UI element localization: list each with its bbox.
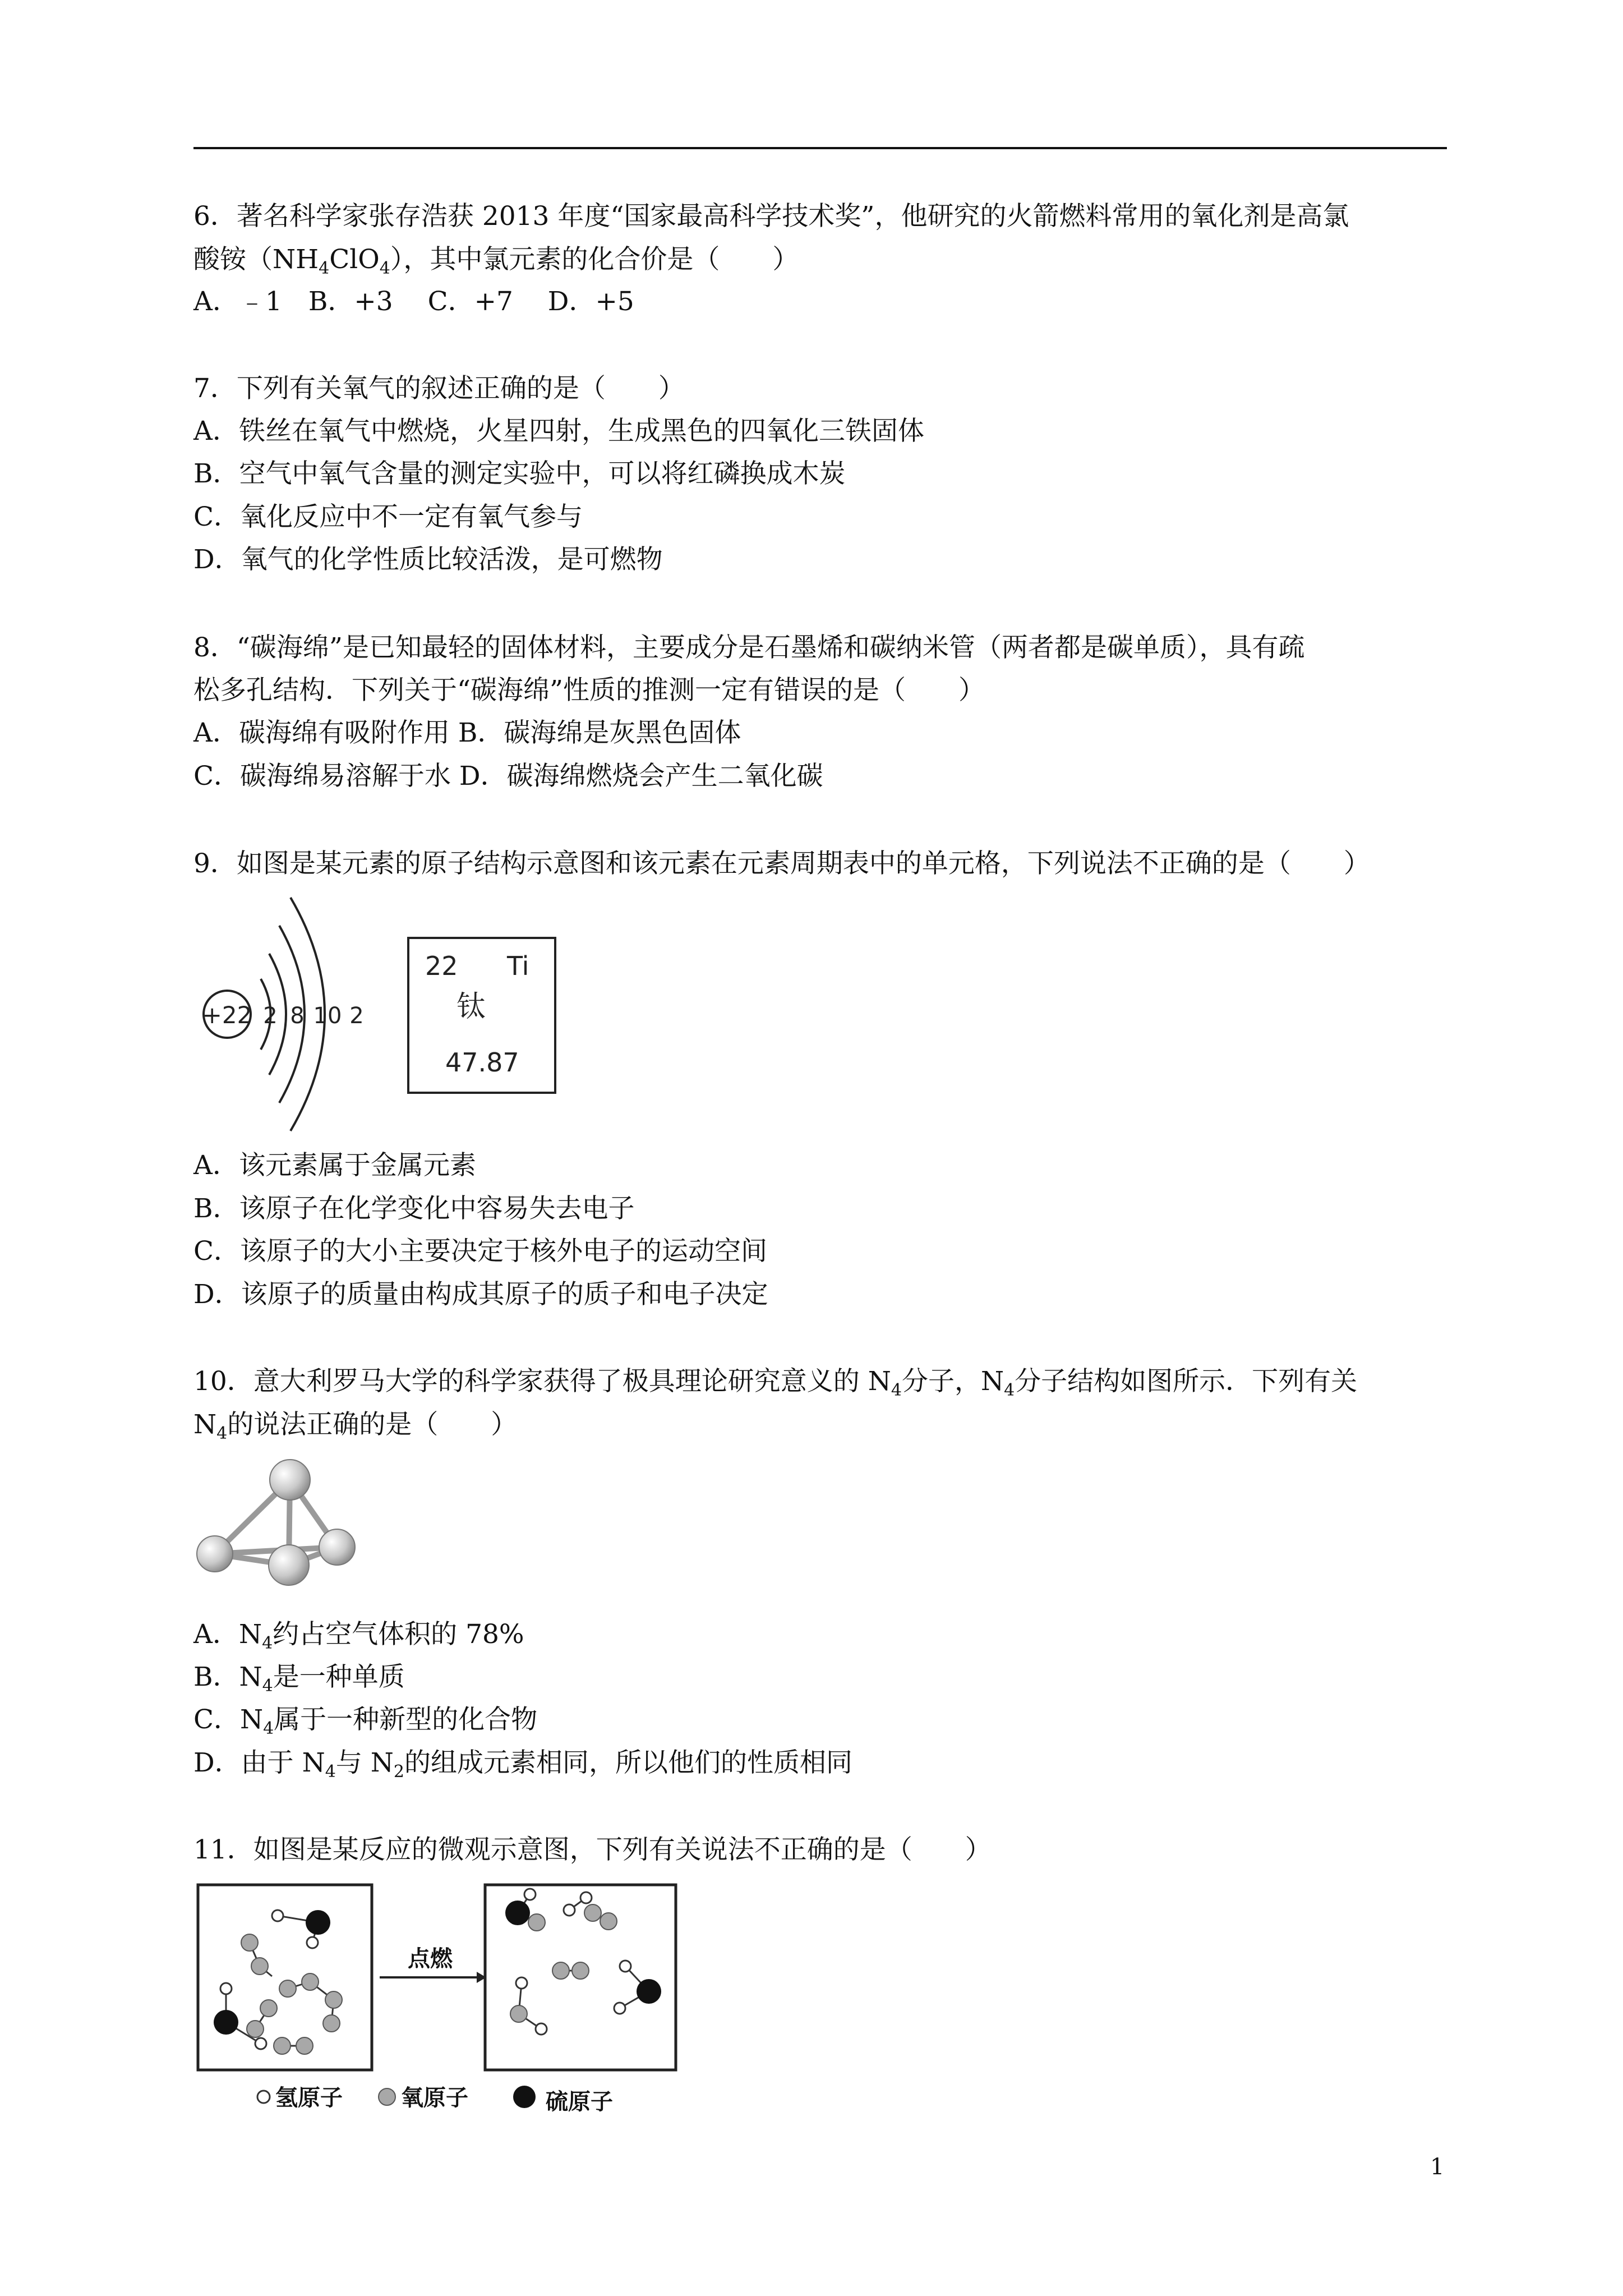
legend-oxygen: 氧原子 [401,2085,468,2111]
nitrogen-atom [270,1460,310,1500]
q7-stem: 7．下列有关氧气的叙述正确的是（ ） [193,373,685,404]
q11-stem: 11．如图是某反应的微观示意图，下列有关说法不正确的是（ ） [193,1834,992,1865]
q8-options-cd: C．碳海绵易溶解于水 D．碳海绵燃烧会产生二氧化碳 [193,761,823,792]
page-number: 1 [1430,2154,1445,2180]
atomic-number: 22 [425,951,458,981]
nitrogen-atom [269,1545,309,1585]
reaction-diagram [193,1882,687,2118]
shell-electron-count: 2 [349,1003,364,1029]
reaction-condition: 点燃 [408,1946,453,1972]
atom-structure-diagram [191,886,376,1133]
q10-stem-line1: 10．意大利罗马大学的科学家获得了极具理论研究意义的 $N_4$分子，$N_4$分子结构如图所示．下列有关 [193,1366,1358,1400]
q9-option-a: A．该元素属于金属元素 [193,1150,476,1181]
q6-options: A．﹣1 B．+3 C．+7 D．+5 [193,286,634,317]
q6-stem-line1: 6．著名科学家张存浩获 2013 年度“国家最高科学技术奖”，他研究的火箭燃料常用的氧化剂是高氯 [193,201,1349,232]
nitrogen-atom [197,1536,233,1572]
header-rule [193,147,1447,149]
q8-stem-line1: 8．“碳海绵”是已知最轻的固体材料，主要成分是石墨烯和碳纳米管（两者都是碳单质），具有疏 [193,632,1305,663]
legend-hydrogen: 氢原子 [275,2085,343,2111]
legend-sulfur: 硫原子 [546,2089,613,2115]
q8-stem-line2: 松多孔结构．下列关于“碳海绵”性质的推测一定有错误的是（ ） [193,675,985,706]
hydrogen-legend-icon [257,2091,270,2103]
periodic-table-cell [407,937,556,1094]
q8-options-ab: A．碳海绵有吸附作用 B．碳海绵是灰黑色固体 [193,717,741,748]
q9-option-d: D．该原子的质量由构成其原子的质子和电子决定 [193,1279,768,1310]
oxygen-legend-icon [379,2088,395,2105]
q9-stem: 9．如图是某元素的原子结构示意图和该元素在元素周期表中的单元格，下列说法不正确的是（ ） [193,848,1370,879]
q7-option-a: A．铁丝在氧气中燃烧，火星四射，生成黑色的四氧化三铁固体 [193,416,924,447]
sulfur-legend-icon [513,2086,536,2108]
q6-stem-line2: 酸铵$(NH_4ClO_4)$，其中氯元素的化合价是（ ） [193,244,799,278]
nitrogen-atom [319,1529,355,1565]
atomic-mass: 47.87 [445,1047,519,1078]
q7-option-d: D．氧气的化学性质比较活泼，是可燃物 [193,544,663,575]
n4-molecule-diagram [193,1453,362,1593]
q7-option-b: B．空气中氧气含量的测定实验中，可以将红磷换成木炭 [193,458,846,489]
shell-electron-count: 2 [263,1003,278,1029]
q10-option-c: C．$N_4$属于一种新型的化合物 [193,1704,538,1738]
q9-option-c: C．该原子的大小主要决定于核外电子的运动空间 [193,1236,767,1267]
q10-option-b: B．$N_4$是一种单质 [193,1662,405,1696]
q10-stem-line2: $N_4$的说法正确的是（ ） [193,1409,518,1443]
q7-option-c: C．氧化反应中不一定有氧气参与 [193,501,583,532]
q10-option-d: D．由于 $N_4$与 $N_2$的组成元素相同，所以他们的性质相同 [193,1747,853,1782]
nucleus-charge: +22 [202,1001,252,1029]
q10-option-a: A．$N_4$约占空气体积的 78% [193,1619,524,1653]
q9-option-b: B．该原子在化学变化中容易失去电子 [193,1193,635,1224]
shell-electron-count: 10 [313,1003,342,1029]
element-symbol: Ti [507,951,529,981]
shell-electron-count: 8 [290,1003,305,1029]
element-name: 钛 [457,990,486,1024]
